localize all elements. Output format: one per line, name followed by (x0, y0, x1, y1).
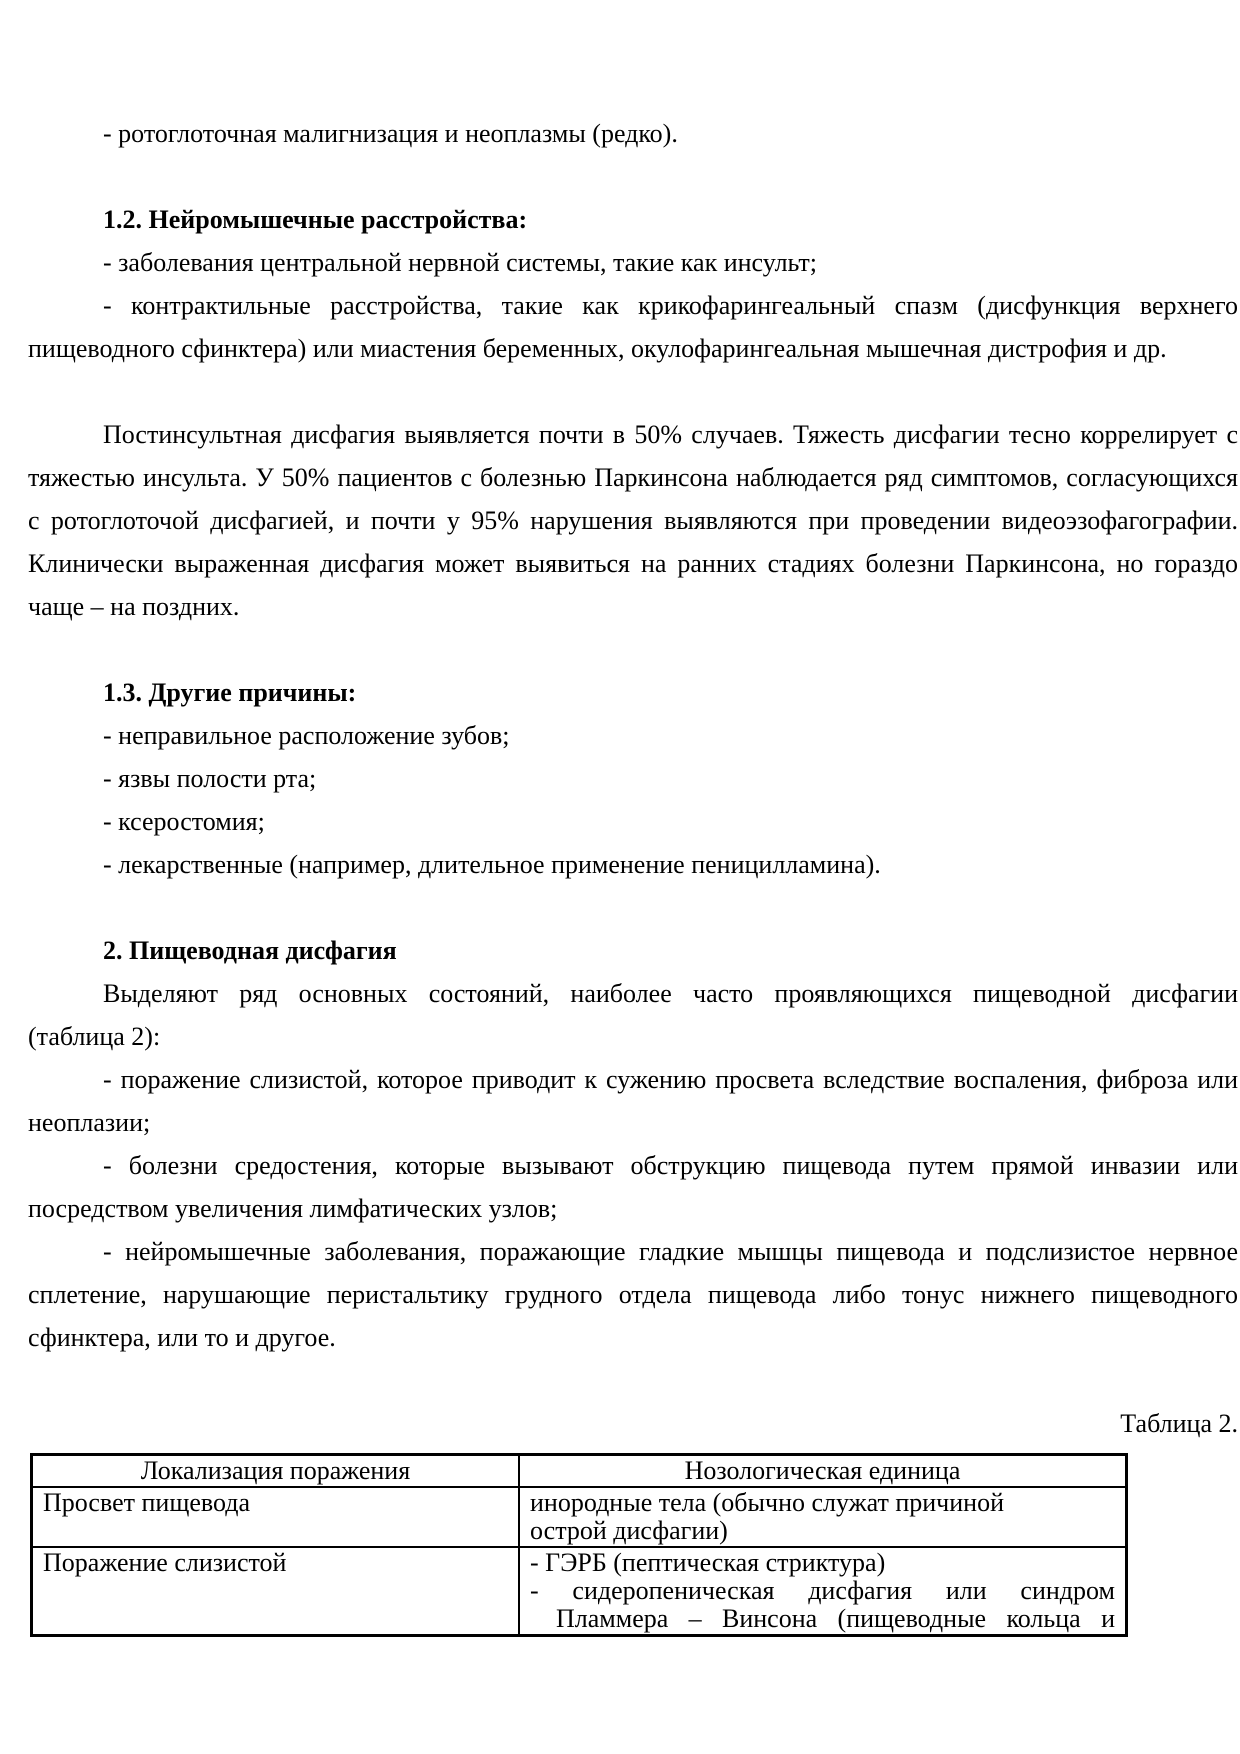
table-row (32, 1547, 1127, 1636)
dysphagia-table (30, 1453, 1128, 1637)
heading-1-2: 1.2. Нейромышечные расстройства: (103, 205, 528, 234)
cell-text: острой дисфагии) (530, 1517, 728, 1545)
blank-line (28, 886, 1238, 929)
heading-1-3: 1.3. Другие причины: (103, 678, 357, 707)
doc-line: - неправильное расположение зубов; (103, 721, 510, 750)
doc-line: сплетение, нарушающие перистальтику грудного отдела пищевода либо тонус нижнего пищеводного (28, 1280, 1238, 1309)
cell-text: Просвет пищевода (43, 1489, 250, 1517)
cell-text: Поражение слизистой (43, 1549, 287, 1577)
cell-text: инородные тела (обычно служат причиной (530, 1489, 1005, 1517)
table-cell-nosology (519, 1487, 1127, 1547)
doc-line: - болезни средостения, которые вызывают обструкцию пищевода путем прямой инвазии или (103, 1151, 1238, 1180)
doc-line: - лекарственные (например, длительное применение пеницилламина). (103, 850, 881, 879)
doc-line: Постинсультная дисфагия выявляется почти в 50% случаев. Тяжесть дисфагии тесно коррелирует с (103, 420, 1238, 449)
doc-line: Клинически выраженная дисфагия может выявиться на ранних стадиях болезни Паркинсона, но гораздо (28, 549, 1238, 578)
doc-line: - ротоглоточная малигнизация и неоплазмы (редко). (103, 119, 678, 148)
doc-line: чаще – на поздних. (28, 592, 240, 621)
table-header-location (32, 1455, 520, 1488)
table-header-label: Нозологическая единица (684, 1457, 961, 1485)
cell-bullet-item: - ГЭРБ (пептическая стриктура) (530, 1549, 886, 1577)
blank-line (28, 1359, 1238, 1402)
cell-bullet-continuation: Пламмера – Винсона (пищеводные кольца и (556, 1605, 1115, 1633)
doc-line: пищеводного сфинктера) или миастения беременных, окулофарингеальная мышечная дистрофия и др. (28, 334, 1167, 363)
doc-line: сфинктера, или то и другое. (28, 1323, 336, 1352)
doc-line: - поражение слизистой, которое приводит к сужению просвета вследствие воспаления, фиброза или (103, 1065, 1238, 1094)
table-cell-nosology (519, 1547, 1127, 1636)
doc-line: (таблица 2): (28, 1022, 161, 1051)
doc-line: Выделяют ряд основных состояний, наиболее часто проявляющихся пищеводной дисфагии (103, 979, 1238, 1008)
table-cell-location (32, 1547, 520, 1636)
doc-line: неоплазии; (28, 1108, 151, 1137)
doc-line: с ротоглоточой дисфагией, и почти у 95% нарушения выявляются при проведении видеоэзофагографии. (28, 506, 1238, 535)
table-header-label: Локализация поражения (140, 1457, 411, 1485)
doc-line: - язвы полости рта; (103, 764, 317, 793)
table-caption: Таблица 2. (1120, 1409, 1238, 1438)
doc-line: - заболевания центральной нервной системы, такие как инсульт; (103, 248, 818, 277)
blank-line (28, 628, 1238, 671)
doc-line: - нейромышечные заболевания, поражающие гладкие мышцы пищевода и подслизистое нервное (103, 1237, 1238, 1266)
table-cell-location (32, 1487, 520, 1547)
doc-line: - ксеростомия; (103, 807, 265, 836)
blank-line (28, 370, 1238, 413)
table-row (32, 1487, 1127, 1547)
cell-bullet-item: - сидеропеническая дисфагия или синдром (530, 1577, 1115, 1605)
heading-2: 2. Пищеводная дисфагия (103, 936, 397, 965)
table-header-row (32, 1455, 1127, 1488)
doc-line: тяжестью инсульта. У 50% пациентов с болезнью Паркинсона наблюдается ряд симптомов, согласующихся (28, 463, 1238, 492)
blank-line (28, 155, 1238, 198)
doc-line: посредством увеличения лимфатических узлов; (28, 1194, 558, 1223)
doc-line: - контрактильные расстройства, такие как крикофарингеальный спазм (дисфункция верхнего (103, 291, 1238, 320)
table-header-nosology (519, 1455, 1127, 1488)
